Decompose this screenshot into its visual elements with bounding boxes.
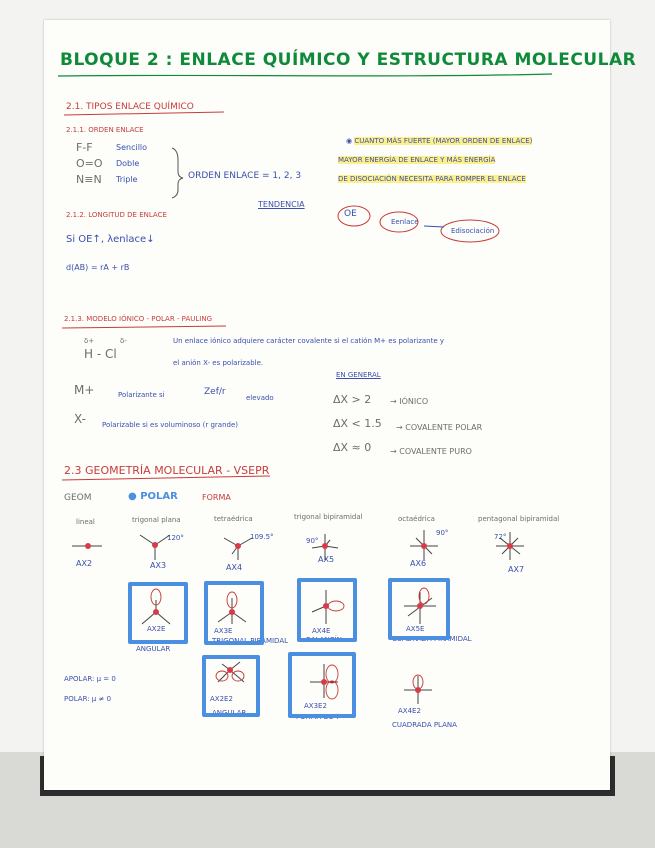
geometry-formula: AX4 bbox=[226, 563, 243, 572]
polar-rule: POLAR: μ ≠ 0 bbox=[64, 695, 112, 703]
geometry-name: tetraédrica bbox=[214, 515, 253, 523]
orden-enlace-formula: ORDEN ENLACE = 1, 2, 3 bbox=[188, 171, 302, 181]
apolar-rule: APOLAR: μ = 0 bbox=[64, 675, 116, 683]
dipole-plus: δ+ bbox=[84, 337, 95, 345]
section-2-1-heading: 2.1. TIPOS ENLACE QUÍMICO bbox=[66, 102, 194, 112]
boxed-shape: ANGULAR bbox=[136, 645, 171, 653]
note-line-1-text: CUANTO MÁS FUERTE (MAYOR ORDEN DE ENLACE) bbox=[354, 137, 533, 145]
boxed-shape: BALANCÍN bbox=[306, 636, 342, 644]
geometry-formula: AX6 bbox=[410, 559, 427, 568]
bond-name: Sencillo bbox=[116, 143, 148, 152]
geometry-formula: AX2 bbox=[76, 559, 93, 568]
col-geom: GEOM bbox=[64, 493, 92, 503]
boxed-shape: TRIGONAL PIRAMIDAL bbox=[212, 637, 289, 645]
cation-symbol: M+ bbox=[74, 383, 95, 397]
ionic-desc-line-2: el anión X- es polarizable. bbox=[173, 359, 264, 367]
heading-underline bbox=[64, 112, 224, 115]
geometry-name: lineal bbox=[76, 518, 95, 526]
boxed-formula: AX3E bbox=[214, 627, 233, 635]
geometry-formula: AX5 bbox=[318, 555, 335, 564]
dipole-minus: δ- bbox=[120, 337, 127, 345]
geometry-name: trigonal plana bbox=[132, 516, 181, 524]
rule-condition: ΔX ≈ 0 bbox=[333, 441, 372, 454]
note-line-3-text: DE DISOCIACIÓN NECESITA PARA ROMPER EL ENLACE bbox=[338, 175, 526, 183]
section-2-3-heading: 2.3 GEOMETRÍA MOLECULAR - VSEPR bbox=[64, 464, 270, 477]
note-line-1: ◉ CUANTO MÁS FUERTE (MAYOR ORDEN DE ENLACE) bbox=[346, 137, 533, 145]
boxed-formula: AX2E bbox=[147, 625, 166, 633]
geometry-name: octaédrica bbox=[398, 515, 435, 523]
boxed-formula: AX2E2 bbox=[210, 695, 233, 703]
ionic-desc-line-1: Un enlace iónico adquiere carácter covalente si el catión M+ es polarizante y bbox=[173, 337, 445, 345]
polar-boxes bbox=[130, 580, 448, 716]
heading-underline bbox=[62, 476, 270, 480]
heading-underline bbox=[62, 326, 226, 328]
bond-formula: N≡N bbox=[76, 173, 102, 186]
boxed-shape: ANGULAR bbox=[212, 709, 247, 717]
page-title: BLOQUE 2 : ENLACE QUÍMICO Y ESTRUCTURA MOLECULAR bbox=[60, 50, 637, 70]
geometry-formula: AX3 bbox=[150, 561, 167, 570]
dash-line bbox=[424, 226, 444, 227]
angle-label: 109.5° bbox=[250, 533, 274, 541]
rule-result: → COVALENTE PURO bbox=[390, 447, 472, 456]
e-disociacion-circle bbox=[441, 220, 499, 242]
en-general-label: EN GENERAL bbox=[336, 371, 381, 379]
subheading-2-1-1: 2.1.1. ORDEN ENLACE bbox=[66, 126, 144, 134]
molecule-hcl: H - Cl bbox=[84, 347, 117, 361]
col-polar: ● POLAR bbox=[128, 491, 178, 502]
oe-circle bbox=[338, 206, 370, 226]
geometry-formula: AX7 bbox=[508, 565, 525, 574]
tendencia-label: TENDENCIA bbox=[258, 200, 305, 209]
note-line-2-text: MAYOR ENERGÍA DE ENLACE Y MÁS ENERGÍA bbox=[338, 156, 496, 164]
anion-symbol: X- bbox=[74, 412, 86, 426]
bond-formula: O=O bbox=[76, 157, 103, 170]
oe-label: OE bbox=[344, 209, 357, 219]
boxed-formula: AX4E2 bbox=[398, 707, 421, 715]
zef-ratio: Zef/r bbox=[204, 387, 226, 397]
boxed-formula: AX4E bbox=[312, 627, 331, 635]
rule-condition: ΔX > 2 bbox=[333, 393, 372, 406]
bond-name: Doble bbox=[116, 159, 140, 168]
anion-text: Polarizable si es voluminoso (r grande) bbox=[102, 421, 238, 429]
bond-brace bbox=[172, 148, 183, 198]
e-disociacion-label: Edisociación bbox=[451, 227, 495, 235]
rule-result: → IÓNICO bbox=[390, 397, 429, 406]
bond-name: Triple bbox=[116, 175, 138, 184]
elevado-label: elevado bbox=[246, 394, 274, 402]
rule-condition: ΔX < 1.5 bbox=[333, 417, 382, 430]
col-forma: FORMA bbox=[202, 493, 231, 502]
geometry-name: trigonal bipiramidal bbox=[294, 513, 363, 521]
bond-formula: F-F bbox=[76, 141, 93, 154]
angle-label: 90° bbox=[306, 537, 319, 545]
distance-formula: d(AB) = rA + rB bbox=[66, 263, 130, 272]
geometry-name: pentagonal bipiramidal bbox=[478, 515, 560, 523]
boxed-formula: AX5E bbox=[406, 625, 425, 633]
longitud-rule: Si OE↑, λenlace↓ bbox=[66, 234, 155, 245]
e-enlace-circle bbox=[380, 212, 418, 232]
boxed-shape: FORMA DE T bbox=[296, 713, 340, 721]
boxed-formula: AX3E2 bbox=[304, 702, 327, 710]
rule-result: → COVALENTE POLAR bbox=[396, 423, 483, 432]
boxed-shape: CUADRADA PIRAMIDAL bbox=[392, 635, 472, 643]
boxed-shape: CUADRADA PLANA bbox=[392, 721, 457, 729]
col-polar-text: POLAR bbox=[140, 491, 178, 502]
cation-text: Polarizante si bbox=[118, 391, 165, 399]
title-underline bbox=[58, 74, 552, 76]
angle-label: 90° bbox=[436, 529, 449, 537]
e-enlace-label: Eenlace bbox=[391, 218, 419, 226]
angle-label: 72° bbox=[494, 533, 507, 541]
subheading-2-1-2: 2.1.2. LONGITUD DE ENLACE bbox=[66, 211, 167, 219]
section-2-1-3-heading: 2.1.3. MODELO IÓNICO - POLAR - PAULING bbox=[64, 315, 212, 323]
angle-label: 120° bbox=[167, 534, 184, 542]
